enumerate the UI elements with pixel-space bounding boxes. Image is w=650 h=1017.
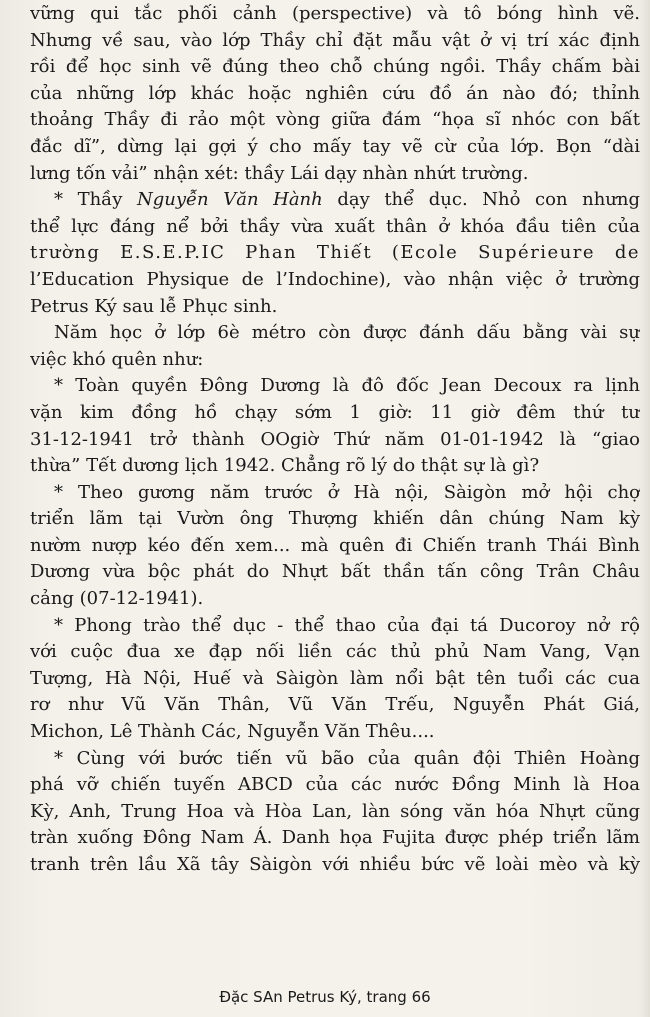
page-edge-shadow [640,0,650,1017]
teacher-name-italic: Nguyễn Văn Hành [136,189,323,211]
text-line: thể lực đáng nể bởi thầy vừa xuất thân ở khóa đầu tiên của [30,215,640,237]
text-line: thoảng Thầy đi rảo một vòng giữa đám “họa sĩ nhóc con bất [30,109,640,131]
text-line: * Toàn quyền Đông Dương là đô đốc Jean Decoux ra lịnh [54,375,640,397]
text-line: cảng (07-12-1941). [30,588,204,610]
text-line: triển lãm tại Vườn ông Thượng khiến dân chúng Nam kỳ [30,508,640,530]
text-line: Michon, Lê Thành Các, Nguyễn Văn Thêu.... [30,721,435,743]
text-fragment: dạy thể dục. Nhỏ con nhưng [322,189,640,211]
text-line: 31-12-1941 trở thành OOgiờ Thứ năm 01-01-1942 là “giao [30,428,640,450]
text-line: thừa” Tết dương lịch 1942. Chẳng rõ lý do thật sự là gì? [30,455,540,477]
text-line: đắc dĩ”, dừng lại gợi ý cho mấy tay vẽ cừ của lớp. Bọn “dài [30,135,640,157]
text-fragment: * Thầy [54,189,137,211]
text-line: Tượng, Hà Nội, Huế và Sàigòn làm nổi bật tên tuổi các cua [30,667,640,689]
text-line: Nhưng về sau, vào lớp Thầy chỉ đặt mẫu vật ở vị trí xác định [30,29,640,51]
text-line: vặn kim đồng hồ chạy sớm 1 giờ: 11 giờ đêm thứ tư [30,401,640,423]
text-line: Dương vừa bộc phát do Nhựt bất thần tấn công Trân Châu [30,561,640,583]
text-line: với cuộc đua xe đạp nối liền các thủ phủ Nam Vang, Vạn [30,641,640,663]
page-footer: Đặc SAn Petrus Ký, trang 66 [219,988,431,1006]
text-line: tràn xuống Đông Nam Á. Danh họa Fujita được phép triển lãm [30,827,640,849]
text-line: trường E.S.E.P.IC Phan Thiết (Ecole Supérieure de [30,242,640,264]
text-line: Kỳ, Anh, Trung Hoa và Hòa Lan, làn sóng văn hóa Nhựt cũng [30,800,640,822]
text-line: tranh trên lầu Xã tây Sàigòn với nhiều bức vẽ loài mèo và kỳ [30,854,640,875]
text-line: vững qui tắc phối cảnh (perspective) và tô bóng hình vẽ. [30,3,640,24]
text-line: việc khó quên như: [30,348,204,370]
text-line: Năm học ở lớp 6è métro còn được đánh dấu bằng vài sự [54,322,640,344]
text-line: * Theo gương năm trước ở Hà nội, Sàigòn mở hội chợ [54,481,640,503]
text-line: l’Education Physique de l’Indochine), vào nhận việc ở trường [30,268,640,290]
text-line: của những lớp khác hoặc nghiên cứu đồ án nào đó; thỉnh [30,82,640,104]
text-line: rơ như Vũ Văn Thân, Vũ Văn Trếu, Nguyễn Phát Giá, [30,694,640,716]
text-line: phá vỡ chiến tuyến ABCD của các nước Đồng Minh là Hoa [30,774,640,796]
text-line: lưng tốn vải” nhận xét: thầy Lái dạy nhàn nhứt trường. [30,162,529,184]
text-line: * Cùng với bước tiến vũ bão của quân đội Thiên Hoàng [54,747,640,769]
text-line: rồi để học sinh vẽ đúng theo chỗ chúng ngồi. Thầy chấm bài [30,56,640,78]
body-text [30,1,640,879]
text-line-nguyen-van-hanh [30,187,640,214]
text-line: nườm nượp kéo đến xem... mà quên đi Chiến tranh Thái Bình [30,534,640,556]
text-line: * Phong trào thể dục - thể thao của đại tá Ducoroy nở rộ [54,614,640,636]
text-line: Petrus Ký sau lễ Phục sinh. [30,295,278,317]
